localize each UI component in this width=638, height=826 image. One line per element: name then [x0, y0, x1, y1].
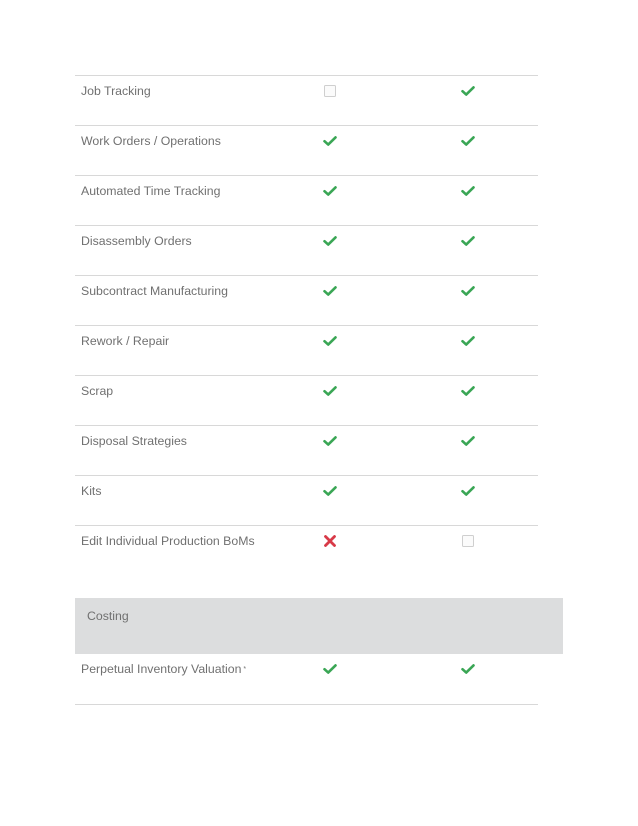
feature-table: [75, 75, 538, 592]
section-title: Costing: [87, 609, 129, 623]
check-icon: [461, 384, 475, 398]
table-row: [75, 425, 538, 475]
check-icon: [323, 284, 337, 298]
empty-box-icon: [323, 84, 337, 98]
check-icon: [323, 184, 337, 198]
check-icon: [461, 234, 475, 248]
section-header-costing: [75, 598, 563, 654]
feature-label: Edit Individual Production BoMs: [81, 534, 255, 548]
table-row: [75, 475, 538, 525]
feature-label: Automated Time Tracking: [81, 184, 221, 198]
table-row: [75, 75, 538, 125]
costing-table: [75, 654, 538, 705]
feature-label: Work Orders / Operations: [81, 134, 221, 148]
feature-label: Rework / Repair: [81, 334, 170, 348]
check-icon: [461, 184, 475, 198]
table-row: [75, 225, 538, 275]
check-icon: [461, 134, 475, 148]
check-icon: [323, 334, 337, 348]
footnote-marker: *: [243, 666, 247, 673]
check-icon: [461, 662, 475, 676]
check-icon: [461, 484, 475, 498]
feature-label: Disposal Strategies: [81, 434, 187, 448]
check-icon: [323, 134, 337, 148]
table-row: [75, 325, 538, 375]
table-row: [75, 525, 538, 592]
feature-label: Subcontract Manufacturing: [81, 284, 228, 298]
cross-icon: [323, 534, 337, 548]
feature-label-text: Perpetual Inventory Valuation: [81, 662, 242, 676]
check-icon: [461, 434, 475, 448]
table-row: [75, 275, 538, 325]
table-row: [75, 125, 538, 175]
check-icon: [461, 334, 475, 348]
feature-label: Scrap: [81, 384, 114, 398]
feature-label: Job Tracking: [81, 84, 151, 98]
feature-label: Kits: [81, 484, 102, 498]
feature-label: [81, 660, 281, 679]
table-row: [75, 375, 538, 425]
table-row: [75, 175, 538, 225]
check-icon: [323, 234, 337, 248]
table-row: [75, 654, 538, 705]
check-icon: [323, 434, 337, 448]
check-icon: [461, 84, 475, 98]
check-icon: [323, 484, 337, 498]
check-icon: [323, 662, 337, 676]
feature-label: Disassembly Orders: [81, 234, 192, 248]
empty-box-icon: [461, 534, 475, 548]
check-icon: [461, 284, 475, 298]
check-icon: [323, 384, 337, 398]
